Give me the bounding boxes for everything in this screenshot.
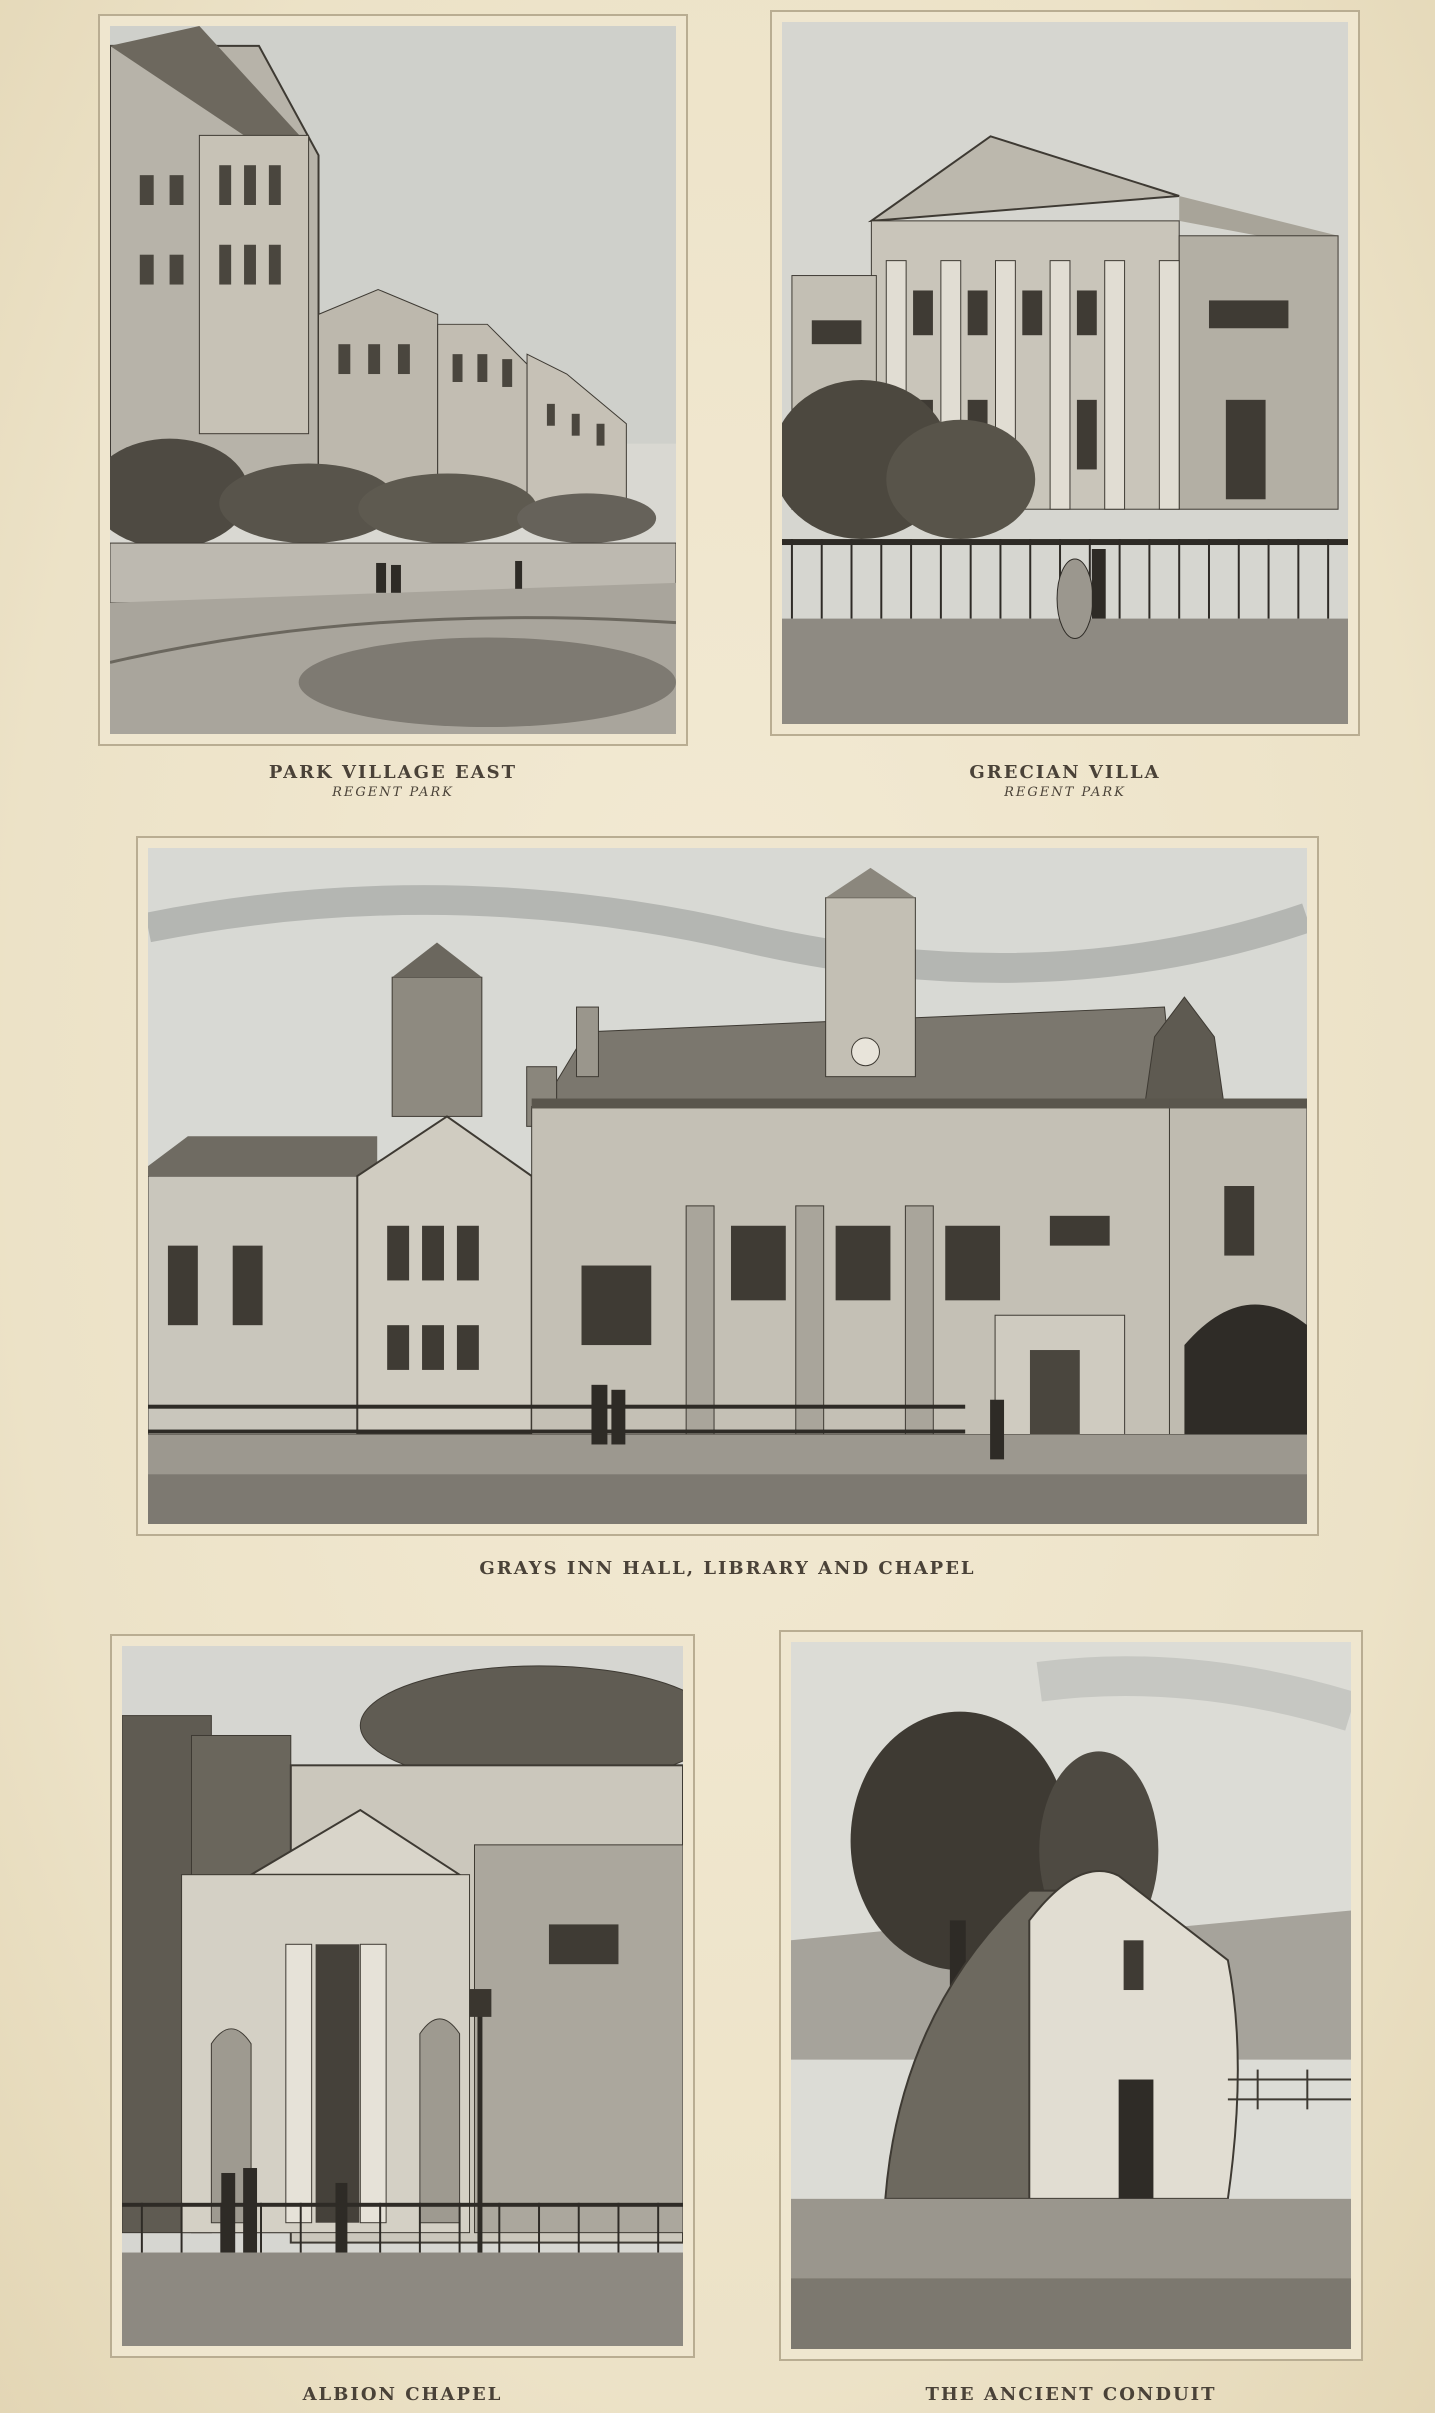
engraving-grecian-villa: [782, 22, 1348, 724]
caption-grecian-villa: [770, 762, 1360, 800]
caption-title: GRECIAN VILLA: [969, 762, 1161, 783]
caption-ancient-conduit: [779, 2384, 1363, 2405]
caption-park-village-east: [98, 762, 688, 800]
caption-title: THE ANCIENT CONDUIT: [925, 2384, 1217, 2405]
caption-title: GRAYS INN HALL, LIBRARY AND CHAPEL: [479, 1558, 976, 1579]
caption-title: PARK VILLAGE EAST: [268, 762, 518, 783]
engraving-albion-chapel: [122, 1646, 683, 2346]
caption-albion-chapel: [110, 2384, 695, 2405]
engraving-grays-inn: [148, 848, 1307, 1524]
plate-grays-inn: [136, 836, 1319, 1536]
plate-grecian-villa: [770, 10, 1360, 736]
caption-title: ALBION CHAPEL: [302, 2384, 503, 2405]
plate-albion-chapel: [110, 1634, 695, 2358]
plate-ancient-conduit: [779, 1630, 1363, 2361]
caption-subtitle: REGENT PARK: [1004, 785, 1126, 800]
caption-grays-inn: [136, 1558, 1319, 1579]
engraving-ancient-conduit: [791, 1642, 1351, 2349]
caption-subtitle: REGENT PARK: [332, 785, 454, 800]
plate-park-village-east: [98, 14, 688, 746]
engraving-park-village-east: [110, 26, 676, 734]
